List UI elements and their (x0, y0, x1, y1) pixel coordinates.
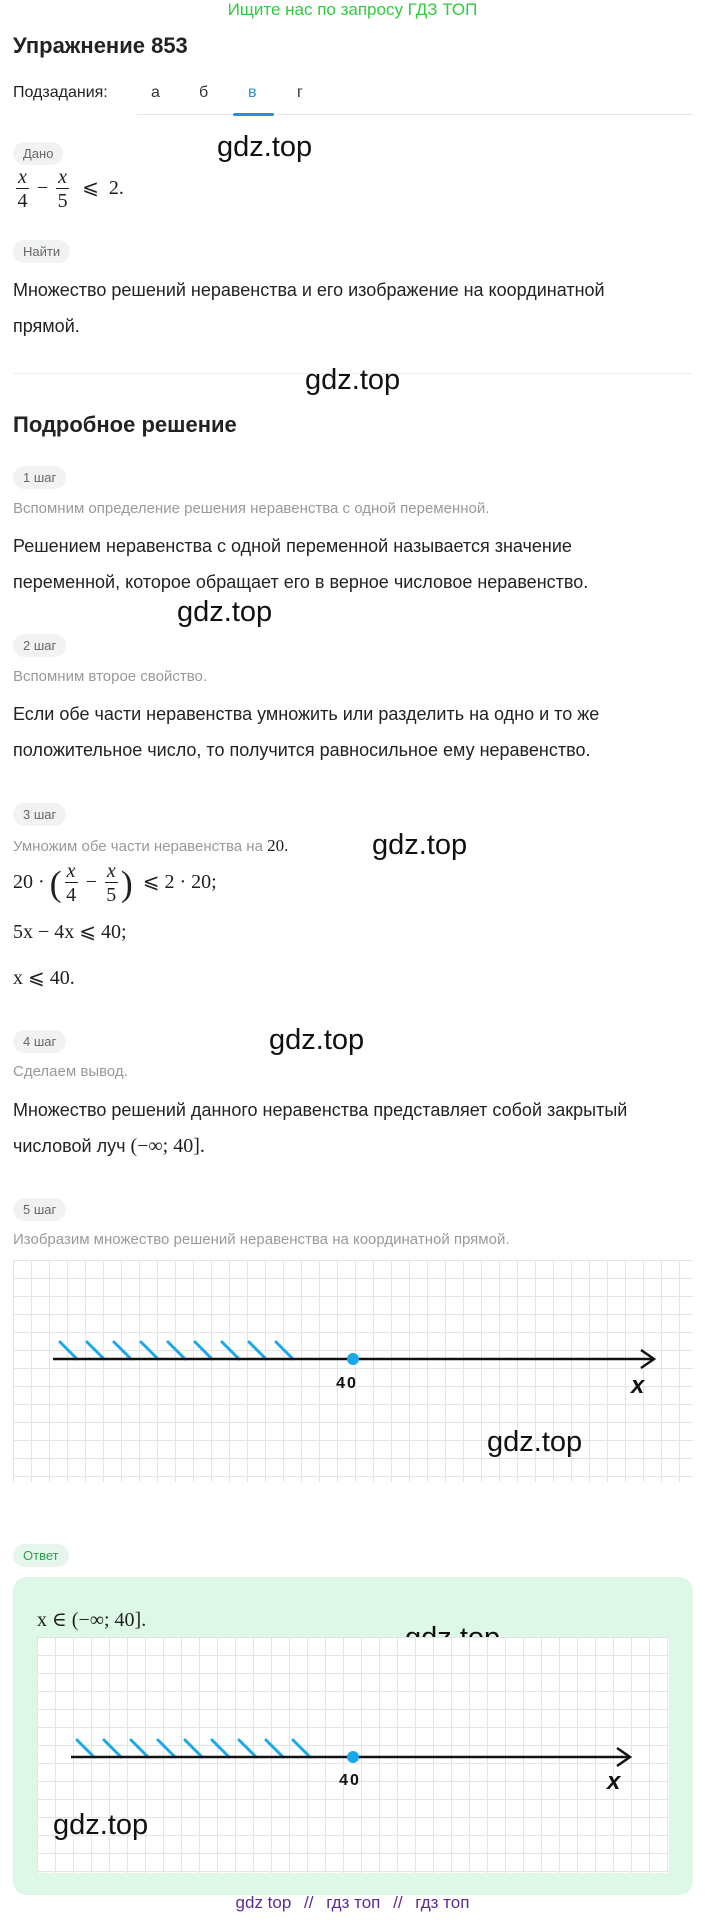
step-text: Решением неравенства с одной переменной называется значение (13, 536, 572, 556)
watermark: gdz.top (217, 131, 313, 163)
hatch-mark (104, 1740, 121, 1757)
rhs-value: 2. (108, 177, 124, 200)
minus-sign: − (85, 871, 97, 894)
answer-text: x ∈ (−∞; 40]. (37, 1609, 147, 1631)
number-line-grid (13, 1260, 693, 1482)
tab-g[interactable]: г (297, 84, 303, 101)
tabs-underline (137, 114, 693, 115)
step-badge: 5 шаг (13, 1198, 66, 1221)
hatch-mark (239, 1740, 256, 1757)
tab-b[interactable]: б (199, 84, 209, 101)
solution-title: Подробное решение (13, 412, 237, 437)
step-badge: 4 шаг (13, 1030, 66, 1053)
step-text: переменной, которое обращает его в верное числовое неравенство. (13, 572, 589, 592)
hatch-mark (158, 1740, 175, 1757)
step-hint: Изобразим множество решений неравенства на координатной прямой. (13, 1231, 510, 1248)
find-text-line1: Множество решений неравенства и его изображение на координатной (13, 280, 605, 300)
relation-sign: ⩽ (82, 177, 99, 200)
hatch-mark (195, 1342, 212, 1359)
equation-3: x ⩽ 40. (13, 967, 75, 989)
step-text: Множество решений данного неравенства представляет собой закрытый (13, 1100, 628, 1120)
step-hint: Сделаем вывод. (13, 1063, 128, 1080)
step-hint: Вспомним второе свойство. (13, 668, 208, 685)
number-line-svg (13, 1260, 693, 1482)
point-40 (347, 1353, 359, 1365)
tab-v[interactable]: в (248, 84, 257, 101)
top-banner[interactable]: Ищите нас по запросу ГДЗ ТОП (227, 0, 478, 19)
step-badge: 3 шаг (13, 803, 66, 826)
watermark: gdz.top (372, 829, 468, 861)
step-text: положительное число, то получится равносильное ему неравенство. (13, 740, 591, 760)
page-title: Упражнение 853 (13, 33, 188, 58)
hatch-mark (60, 1342, 77, 1359)
hatch-mark (266, 1740, 283, 1757)
watermark: gdz.top (269, 1024, 365, 1056)
eq-rhs: ⩽ 2 · 20; (142, 871, 217, 894)
frac-den: 5 (106, 884, 117, 906)
point-label: 40 (339, 1772, 361, 1789)
step-text: числовой луч (13, 1136, 126, 1156)
footer-link[interactable]: gdz top (235, 1893, 292, 1912)
step-hint (13, 836, 288, 856)
equation-1: 20 · ( $\frac{x}{4}$ − $\frac{x}{5}$ ) ⩽ 2 · 20; (13, 860, 217, 906)
step-text: Если обе части неравенства умножить или разделить на одно и то же (13, 704, 600, 724)
frac-den: 5 (57, 190, 68, 212)
footer-separator: // (304, 1893, 314, 1912)
frac-num: x (58, 166, 68, 188)
find-text-line2: прямой. (13, 316, 80, 336)
hatch-mark (185, 1740, 202, 1757)
footer-link[interactable]: гдз топ (326, 1893, 381, 1912)
eq-prefix: 20 · (13, 871, 45, 894)
hatch-mark (77, 1740, 94, 1757)
tab-a[interactable]: а (151, 84, 160, 101)
answer-badge: Ответ (13, 1544, 69, 1567)
watermark: gdz.top (487, 1426, 583, 1458)
hatch-marks (60, 1342, 293, 1359)
frac-num: x (106, 860, 116, 882)
hatch-mark (114, 1342, 131, 1359)
interval-notation: (−∞; 40]. (130, 1135, 205, 1157)
hatch-mark (131, 1740, 148, 1757)
step-hint-text: Умножим обе части неравенства на (13, 838, 263, 855)
watermark: gdz.top (53, 1809, 149, 1841)
active-tab-indicator (233, 113, 274, 116)
footer-links (0, 1893, 705, 1913)
footer-link[interactable]: гдз топ (415, 1893, 470, 1912)
frac-den: 4 (66, 884, 77, 906)
watermark: gdz.top (305, 364, 401, 396)
frac-den: 4 (17, 190, 28, 212)
point-label: 40 (336, 1375, 358, 1392)
step-text-line2 (13, 1128, 205, 1164)
minus-sign: − (36, 177, 49, 200)
hatch-mark (212, 1740, 229, 1757)
find-badge: Найти (13, 240, 70, 263)
axis-label: x (607, 1768, 621, 1795)
footer-separator: // (393, 1893, 403, 1912)
given-inequality (13, 166, 124, 213)
step-badge: 1 шаг (13, 466, 66, 489)
step-hint-number: 20. (267, 836, 289, 855)
hatch-mark (276, 1342, 293, 1359)
hatch-mark (222, 1342, 239, 1359)
hatch-marks (77, 1740, 310, 1757)
answer-box (13, 1577, 693, 1895)
given-badge: Дано (13, 142, 63, 165)
hatch-mark (87, 1342, 104, 1359)
axis-label: x (631, 1372, 645, 1399)
hatch-mark (168, 1342, 185, 1359)
equation-2: 5x − 4x ⩽ 40; (13, 921, 127, 943)
step-badge: 2 шаг (13, 634, 66, 657)
point-40 (347, 1751, 359, 1763)
frac-num: x (66, 860, 76, 882)
watermark: gdz.top (177, 596, 273, 628)
hatch-mark (249, 1342, 266, 1359)
subtasks-label: Подзадания: (13, 84, 108, 101)
answer-number-line-grid (37, 1637, 669, 1873)
hatch-mark (293, 1740, 310, 1757)
frac-num: x (18, 166, 27, 188)
hatch-mark (141, 1342, 158, 1359)
step-hint: Вспомним определение решения неравенства с одной переменной. (13, 500, 490, 517)
